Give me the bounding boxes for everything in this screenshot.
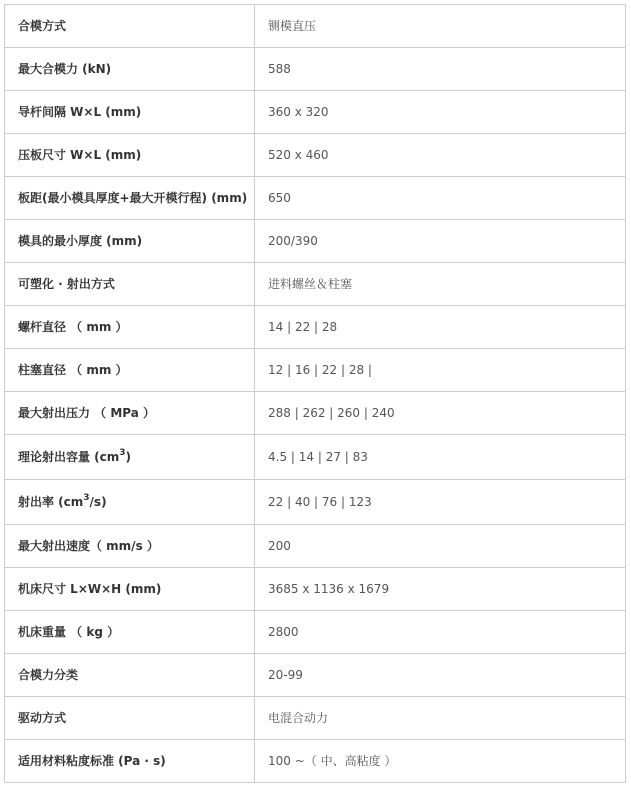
- spec-label: 可塑化 · 射出方式: [5, 263, 255, 306]
- spec-value: 3685 x 1136 x 1679: [255, 568, 626, 611]
- spec-label: 驱动方式: [5, 697, 255, 740]
- spec-label: 最大射出压力 （ MPa ）: [5, 392, 255, 435]
- spec-label: 合模力分类: [5, 654, 255, 697]
- table-row: [5, 220, 626, 263]
- spec-label-text: 射出率 (cm: [18, 495, 84, 509]
- table-row: [5, 134, 626, 177]
- table-row: [5, 392, 626, 435]
- spec-label: 适用材料粘度标准 (Pa · s): [5, 740, 255, 783]
- spec-value: 进料螺丝＆柱塞: [255, 263, 626, 306]
- spec-label: 最大射出速度（ mm/s ）: [5, 525, 255, 568]
- table-row: [5, 306, 626, 349]
- table-row: [5, 611, 626, 654]
- table-row: [5, 263, 626, 306]
- table-row: [5, 697, 626, 740]
- spec-label: [5, 435, 255, 480]
- spec-value: 650: [255, 177, 626, 220]
- table-row: [5, 48, 626, 91]
- spec-value: 22 | 40 | 76 | 123: [255, 480, 626, 525]
- spec-value: 588: [255, 48, 626, 91]
- table-row: [5, 435, 626, 480]
- table-row: [5, 480, 626, 525]
- table-row: [5, 5, 626, 48]
- spec-label: 导杆间隔 W×L (mm): [5, 91, 255, 134]
- table-row: [5, 91, 626, 134]
- spec-value: 14 | 22 | 28: [255, 306, 626, 349]
- spec-label: 最大合模力 (kN): [5, 48, 255, 91]
- spec-label: 螺杆直径 （ mm ）: [5, 306, 255, 349]
- table-row: [5, 740, 626, 783]
- spec-label-text: ): [125, 450, 132, 464]
- spec-value: 电混合动力: [255, 697, 626, 740]
- spec-label: 板距(最小模具厚度+最大开模行程) (mm): [5, 177, 255, 220]
- spec-value: 2800: [255, 611, 626, 654]
- spec-value: 12 | 16 | 22 | 28 |: [255, 349, 626, 392]
- spec-value: 200/390: [255, 220, 626, 263]
- spec-value: 520 x 460: [255, 134, 626, 177]
- spec-value: 288 | 262 | 260 | 240: [255, 392, 626, 435]
- spec-value: 铡模直压: [255, 5, 626, 48]
- table-row: [5, 349, 626, 392]
- superscript: 3: [119, 448, 126, 458]
- specifications-table: [4, 4, 626, 783]
- spec-label: 模具的最小厚度 (mm): [5, 220, 255, 263]
- spec-value: 360 x 320: [255, 91, 626, 134]
- spec-value: 100 ~（ 中、高粘度 ）: [255, 740, 626, 783]
- superscript: 3: [83, 493, 90, 503]
- spec-label: [5, 480, 255, 525]
- spec-label: 机床尺寸 L×W×H (mm): [5, 568, 255, 611]
- spec-label: 机床重量 （ kg ）: [5, 611, 255, 654]
- table-row: [5, 568, 626, 611]
- spec-value: 4.5 | 14 | 27 | 83: [255, 435, 626, 480]
- spec-label-text: 理论射出容量 (cm: [18, 450, 120, 464]
- spec-label: 柱塞直径 （ mm ）: [5, 349, 255, 392]
- spec-label: 合模方式: [5, 5, 255, 48]
- spec-label-text: /s): [89, 495, 107, 509]
- spec-label: 压板尺寸 W×L (mm): [5, 134, 255, 177]
- table-row: [5, 525, 626, 568]
- table-row: [5, 654, 626, 697]
- spec-value: 200: [255, 525, 626, 568]
- table-row: [5, 177, 626, 220]
- spec-value: 20-99: [255, 654, 626, 697]
